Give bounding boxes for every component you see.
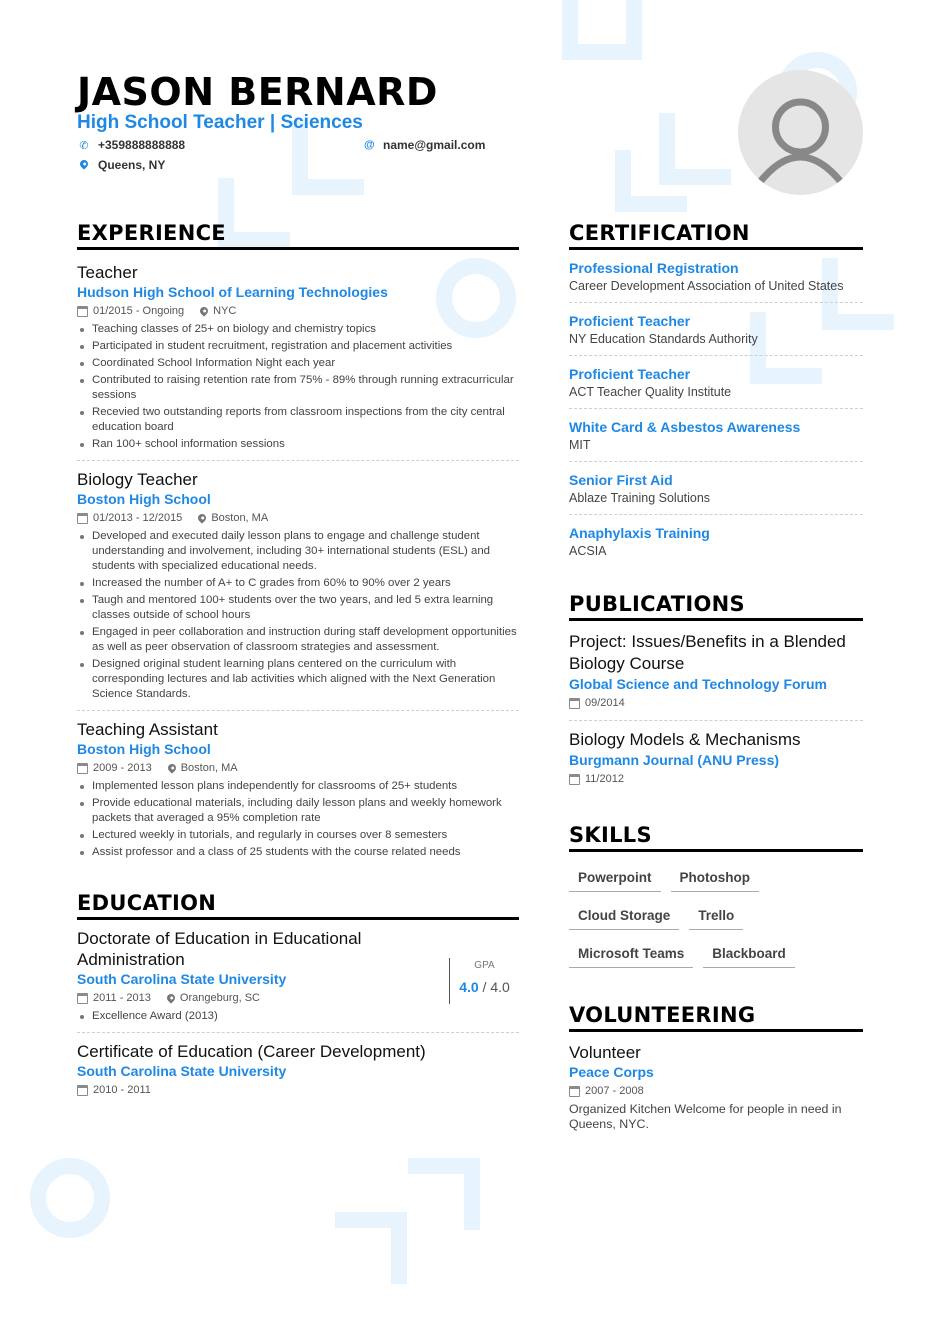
map-pin-icon	[165, 992, 176, 1003]
job-meta	[77, 509, 519, 527]
certification-heading: CERTIFICATION	[569, 220, 863, 250]
job-title: Teaching Assistant	[77, 720, 218, 739]
job-title: Teacher	[77, 263, 138, 282]
bullet-item: Implemented lesson plans independently for classrooms of 25+ students	[77, 779, 519, 794]
calendar-icon	[77, 1085, 88, 1096]
job-title: Biology Teacher	[77, 470, 198, 489]
education-item	[77, 1033, 519, 1107]
publication-item	[569, 621, 863, 721]
location-text: Queens, NY	[98, 158, 166, 172]
job-dates: 01/2013 - 12/2015	[93, 512, 183, 524]
cert-issuer: NY Education Standards Authority	[569, 332, 758, 346]
skills-heading: SKILLS	[569, 822, 863, 852]
bullet-item: Teaching classes of 25+ on biology and chemistry topics	[77, 322, 519, 337]
gpa-max: / 4.0	[482, 979, 510, 995]
cert-issuer: MIT	[569, 438, 591, 452]
right-column	[569, 220, 863, 1140]
bullet-item: Excellence Award (2013)	[77, 1009, 449, 1024]
degree-title: Certificate of Education (Career Development)	[77, 1042, 426, 1061]
gpa-value	[450, 979, 519, 995]
experience-heading: EXPERIENCE	[77, 220, 519, 250]
certification-item	[569, 462, 863, 515]
cert-name: Senior First Aid	[569, 472, 673, 488]
experience-item	[77, 250, 519, 461]
contact-email[interactable]	[364, 138, 485, 152]
job-location: Boston, MA	[180, 762, 238, 774]
experience-item	[77, 461, 519, 711]
calendar-icon	[77, 513, 88, 524]
certification-item	[569, 303, 863, 356]
map-pin-icon	[166, 762, 177, 773]
bullet-item: Designed original student learning plans centered on the curriculum with corresponding lectures and lab activities which aligned with the Next Generation Science Standards.	[77, 657, 519, 702]
calendar-icon	[77, 306, 88, 317]
cert-name: White Card & Asbestos Awareness	[569, 419, 801, 435]
edu-dates: 2011 - 2013	[93, 992, 151, 1004]
experience-item	[77, 711, 519, 868]
skill-tag: Cloud Storage	[569, 904, 679, 930]
volunteering-item	[569, 1032, 863, 1140]
cert-name: Proficient Teacher	[569, 366, 691, 382]
skill-tag: Powerpoint	[569, 866, 661, 892]
job-meta	[77, 759, 519, 777]
volunteer-description: Organized Kitchen Welcome for people in need in Queens, NYC.	[569, 1102, 842, 1131]
skill-tag: Blackboard	[703, 942, 795, 968]
edu-bullets	[77, 1009, 449, 1024]
cert-issuer: Career Development Association of United States	[569, 279, 844, 293]
bullet-item: Participated in student recruitment, registration and placement activities	[77, 339, 519, 354]
contact-phone[interactable]	[79, 138, 185, 152]
volunteering-heading: VOLUNTEERING	[569, 1002, 863, 1032]
bullet-item: Recevied two outstanding reports from classroom inspections from the city central education board	[77, 405, 519, 435]
job-bullets	[77, 322, 519, 452]
publication-title: Biology Models & Mechanisms	[569, 730, 801, 749]
map-pin-icon	[79, 159, 89, 171]
bullet-item: Lectured weekly in tutorials, and regularly in courses over 8 semesters	[77, 828, 519, 843]
cert-name: Anaphylaxis Training	[569, 525, 710, 541]
publication-meta	[569, 694, 863, 712]
cert-issuer: ACSIA	[569, 544, 607, 558]
email-text: name@gmail.com	[383, 138, 486, 152]
gpa-label: GPA	[474, 960, 495, 971]
bullet-item: Increased the number of A+ to C grades from 60% to 90% over 2 years	[77, 576, 519, 591]
bullet-item: Coordinated School Information Night each year	[77, 356, 519, 371]
publication-meta	[569, 770, 863, 788]
certification-item	[569, 250, 863, 303]
calendar-icon	[77, 993, 88, 1004]
employer: Boston High School	[77, 491, 211, 507]
job-dates: 01/2015 - Ongoing	[93, 305, 185, 317]
edu-meta	[77, 1081, 519, 1099]
bullet-item: Developed and executed daily lesson plans to engage and challenge student understanding and involvement, including 30+ international students (ESL) and students with specialized educational needs.	[77, 529, 519, 574]
phone-icon: ✆	[79, 139, 89, 152]
job-bullets	[77, 779, 519, 860]
cert-name: Proficient Teacher	[569, 313, 691, 329]
gpa-score: 4.0	[459, 979, 479, 995]
certification-item	[569, 515, 863, 567]
skills-list	[569, 852, 809, 968]
certification-item	[569, 356, 863, 409]
edu-location: Orangeburg, SC	[179, 992, 261, 1004]
bullet-item: Assist professor and a class of 25 students with the course related needs	[77, 845, 519, 860]
publisher: Global Science and Technology Forum	[569, 676, 828, 692]
job-dates: 2009 - 2013	[93, 762, 152, 774]
candidate-name: JASON BERNARD	[77, 70, 438, 114]
volunteer-org: Peace Corps	[569, 1064, 654, 1080]
at-icon: @	[364, 139, 375, 151]
job-bullets	[77, 529, 519, 702]
volunteer-role: Volunteer	[569, 1043, 641, 1062]
calendar-icon	[569, 1086, 580, 1097]
calendar-icon	[77, 763, 88, 774]
publication-item	[569, 721, 863, 796]
bullet-item: Ran 100+ school information sessions	[77, 437, 519, 452]
certification-item	[569, 409, 863, 462]
cert-issuer: ACT Teacher Quality Institute	[569, 385, 732, 399]
edu-dates: 2010 - 2011	[93, 1084, 151, 1096]
left-column	[77, 220, 519, 1107]
bullet-item: Engaged in peer collaboration and instruction during staff development opportunities as well as peer observation of classroom strategies and assessment.	[77, 625, 519, 655]
edu-meta	[77, 989, 449, 1007]
candidate-headline: High School Teacher | Sciences	[77, 112, 363, 133]
publications-heading: PUBLICATIONS	[569, 591, 863, 621]
gpa-block	[449, 958, 519, 1004]
skill-tag: Microsoft Teams	[569, 942, 693, 968]
school-name: South Carolina State University	[77, 971, 287, 987]
bullet-item: Taugh and mentored 100+ students over the two years, and led 5 extra learning classes outside of school hours	[77, 593, 519, 623]
bullet-item: Contributed to raising retention rate from 75% - 89% through running extracurricular sessions	[77, 373, 519, 403]
contact-location	[79, 158, 165, 172]
employer: Hudson High School of Learning Technologies	[77, 284, 388, 300]
skill-tag: Trello	[689, 904, 743, 930]
publication-title: Project: Issues/Benefits in a Blended Biology Course	[569, 632, 846, 673]
degree-title: Doctorate of Education in Educational Administration	[77, 929, 362, 969]
publication-date: 11/2012	[585, 773, 624, 785]
cert-name: Professional Registration	[569, 260, 739, 276]
map-pin-icon	[198, 305, 209, 316]
phone-text: +359888888888	[98, 138, 186, 152]
calendar-icon	[569, 774, 580, 785]
skill-tag: Photoshop	[671, 866, 760, 892]
volunteer-dates: 2007 - 2008	[585, 1085, 644, 1097]
calendar-icon	[569, 698, 580, 709]
job-meta	[77, 302, 519, 320]
map-pin-icon	[197, 512, 208, 523]
publication-date: 09/2014	[585, 697, 625, 709]
user-avatar-icon[interactable]	[738, 70, 863, 195]
volunteer-meta	[569, 1082, 863, 1100]
school-name: South Carolina State University	[77, 1063, 287, 1079]
employer: Boston High School	[77, 741, 211, 757]
publisher: Burgmann Journal (ANU Press)	[569, 752, 780, 768]
job-location: NYC	[213, 305, 237, 317]
education-heading: EDUCATION	[77, 890, 519, 920]
bullet-item: Provide educational materials, including daily lesson plans and weekly homework packets that averaged a 95% completion rate	[77, 796, 519, 826]
education-item	[77, 920, 519, 1033]
cert-issuer: Ablaze Training Solutions	[569, 491, 711, 505]
job-location: Boston, MA	[211, 512, 269, 524]
